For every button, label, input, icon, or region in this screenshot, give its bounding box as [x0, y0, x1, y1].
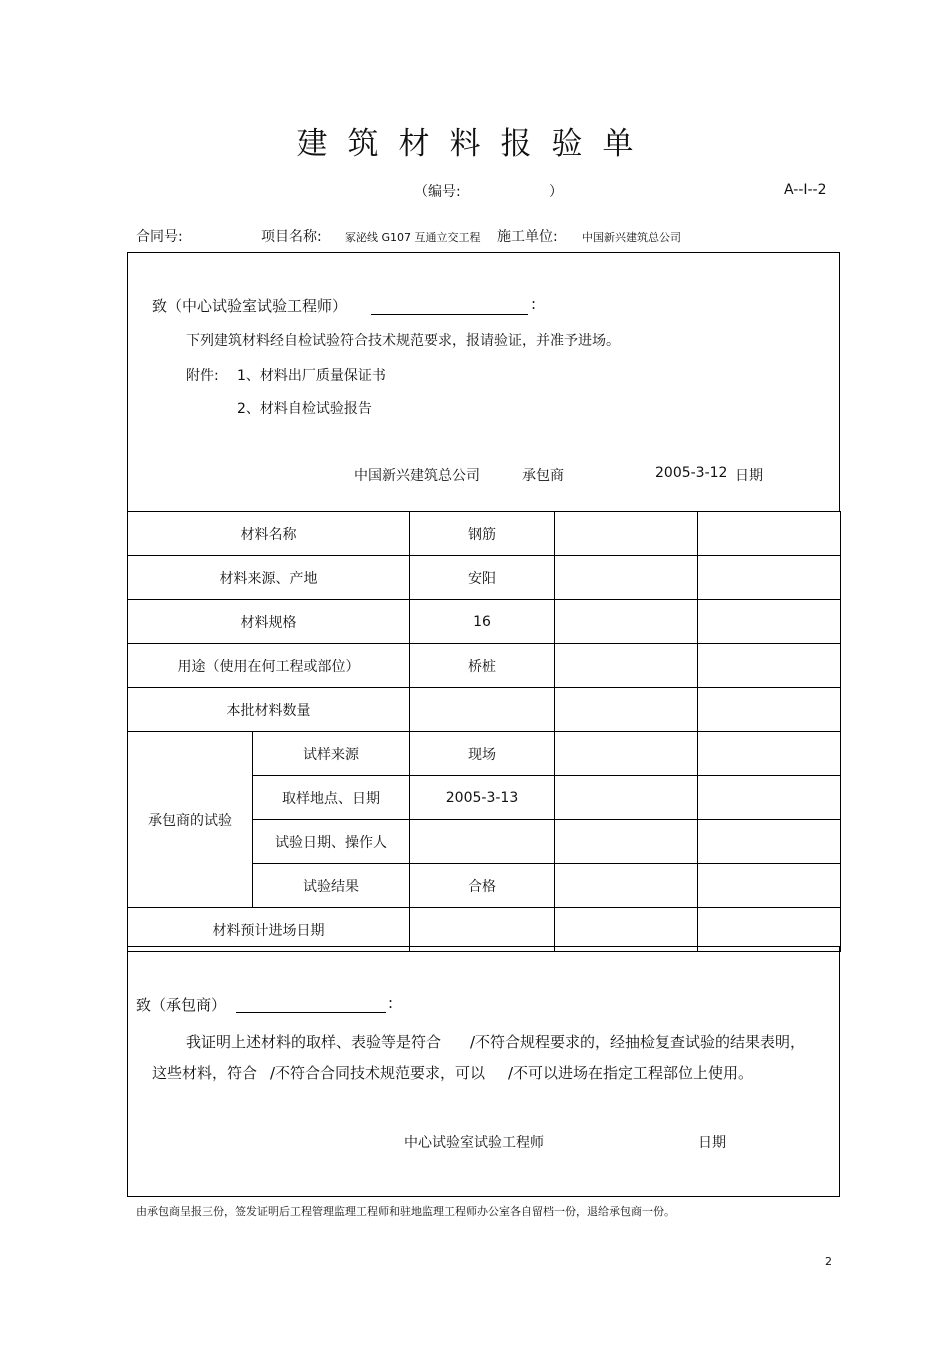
row-value: 现场: [410, 732, 555, 776]
row-label: 试验日期、操作人: [253, 820, 410, 864]
constructor-value: 中国新兴建筑总公司: [582, 231, 681, 244]
table-row: [128, 732, 841, 776]
blank-cell: [555, 908, 698, 952]
application-box: [127, 252, 840, 512]
row-value: 2005-3-13: [410, 776, 555, 820]
company-name: 中国新兴建筑总公司: [354, 468, 480, 484]
row-label: 取样地点、日期: [253, 776, 410, 820]
row-value: 安阳: [410, 556, 555, 600]
row-label: 用途（使用在何工程或部位）: [128, 644, 410, 688]
row-value: 16: [410, 600, 555, 644]
row-value: [410, 688, 555, 732]
blank-cell: [698, 512, 841, 556]
attachment-2: 2、材料自检试验报告: [237, 401, 372, 417]
blank-cell: [698, 600, 841, 644]
form-code: A--I--2: [784, 182, 827, 198]
contractor-label: 承包商: [522, 468, 564, 484]
blank-cell: [698, 776, 841, 820]
response-line2-b: /不符合合同技术规范要求，可以: [270, 1064, 486, 1082]
blank-cell: [555, 600, 698, 644]
blank-cell: [698, 556, 841, 600]
application-body: 下列建筑材料经自检试验符合技术规范要求，报请验证，并准予进场。: [186, 333, 620, 349]
row-label: 试验结果: [253, 864, 410, 908]
date-label: 日期: [735, 468, 763, 484]
row-value: [410, 820, 555, 864]
table-row: [128, 688, 841, 732]
row-value: [410, 908, 555, 952]
blank-cell: [555, 776, 698, 820]
signature-line: [236, 1012, 386, 1013]
to-test-engineer: 致（中心试验室试验工程师）: [152, 297, 348, 315]
blank-cell: [555, 688, 698, 732]
row-label: 试样来源: [253, 732, 410, 776]
table-row: [128, 512, 841, 556]
page-number: 2: [825, 1255, 832, 1268]
row-label: 材料来源、产地: [128, 556, 410, 600]
table-row: [128, 644, 841, 688]
blank-cell: [698, 820, 841, 864]
attachment-label: 附件:: [186, 368, 219, 384]
blank-cell: [698, 644, 841, 688]
blank-cell: [555, 864, 698, 908]
test-group-label: 承包商的试验: [128, 732, 253, 908]
blank-cell: [555, 556, 698, 600]
response-line1-a: 我证明上述材料的取样、表验等是符合: [186, 1033, 442, 1051]
signature-line: [371, 314, 528, 315]
colon: :: [531, 295, 537, 313]
blank-cell: [555, 732, 698, 776]
number-close: ）: [549, 184, 563, 200]
blank-cell: [698, 864, 841, 908]
row-label: 材料名称: [128, 512, 410, 556]
row-value: 合格: [410, 864, 555, 908]
page-title: 建筑材料报验单: [296, 126, 654, 162]
footer-note: 由承包商呈报三份，签发证明后工程管理监理工程师和驻地监理工程师办公室各自留档一份，退给承包商一份。: [136, 1205, 675, 1218]
date-label: 日期: [698, 1135, 726, 1151]
blank-cell: [698, 908, 841, 952]
response-line1-b: /不符合规程要求的，经抽检复查试验的结果表明，: [470, 1033, 806, 1051]
response-line2-a: 这些材料，符合: [152, 1064, 258, 1082]
number-label: （编号:: [414, 184, 461, 200]
blank-cell: [698, 688, 841, 732]
colon: :: [388, 994, 394, 1012]
engineer-label: 中心试验室试验工程师: [404, 1135, 544, 1151]
row-label: 材料预计进场日期: [128, 908, 410, 952]
blank-cell: [555, 820, 698, 864]
material-table: [127, 511, 841, 952]
row-label: 材料规格: [128, 600, 410, 644]
row-value: 钢筋: [410, 512, 555, 556]
application-date: 2005-3-12: [655, 465, 728, 481]
row-label: 本批材料数量: [128, 688, 410, 732]
row-value: 桥桩: [410, 644, 555, 688]
response-line2-c: /不可以进场在指定工程部位上使用。: [508, 1064, 754, 1082]
project-value: 冢泌线 G107 互通立交工程: [345, 231, 481, 244]
table-row: [128, 600, 841, 644]
to-contractor: 致（承包商）: [136, 996, 227, 1014]
table-row: [128, 556, 841, 600]
blank-cell: [555, 644, 698, 688]
attachment-1: 1、材料出厂质量保证书: [237, 368, 386, 384]
blank-cell: [698, 732, 841, 776]
blank-cell: [555, 512, 698, 556]
constructor-label: 施工单位:: [497, 229, 558, 245]
table-row: [128, 908, 841, 952]
project-label: 项目名称:: [261, 229, 322, 245]
contract-label: 合同号:: [136, 229, 183, 245]
